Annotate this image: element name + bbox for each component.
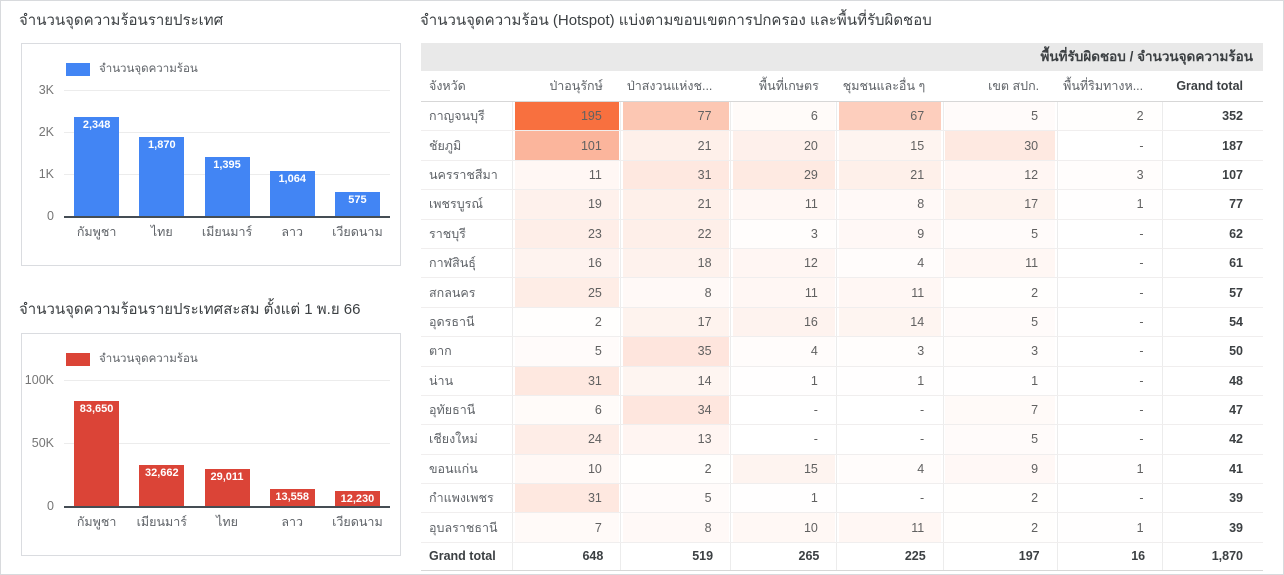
value-cell[interactable]: - (1057, 219, 1162, 248)
bar-value-label: 29,011 (210, 471, 244, 484)
chart2-y-axis (22, 373, 56, 513)
bar-slot (129, 465, 194, 506)
value-cell[interactable]: 2 (943, 513, 1057, 542)
bars-group (64, 90, 390, 216)
value-cell[interactable]: 11 (513, 160, 621, 189)
value-cell[interactable]: - (731, 395, 837, 424)
row-total-cell[interactable]: 42 (1163, 425, 1263, 454)
value-cell[interactable]: 1 (943, 366, 1057, 395)
legend-swatch-icon (66, 63, 90, 76)
value-cell[interactable]: 2 (621, 454, 731, 483)
bar-slot (260, 489, 325, 506)
value-cell[interactable]: 20 (731, 131, 837, 160)
grand-total-value: 1,870 (1163, 542, 1263, 570)
table-row (421, 248, 1263, 277)
chart2-plot (64, 380, 390, 506)
x-axis-label: เวียดนาม (332, 225, 383, 239)
x-axis-label: ไทย (150, 225, 173, 239)
row-total-cell[interactable]: 352 (1163, 102, 1263, 131)
province-cell[interactable]: นครราชสีมา (421, 160, 513, 189)
value-cell[interactable]: 1 (1057, 190, 1162, 219)
grand-total-row (421, 542, 1263, 570)
x-axis-label: เวียดนาม (332, 515, 383, 529)
x-axis-label: กัมพูชา (76, 515, 117, 529)
row-total-cell[interactable]: 77 (1163, 190, 1263, 219)
y-axis-label: 2K (38, 125, 54, 139)
bar-value-label: 32,662 (144, 466, 179, 479)
province-cell[interactable]: กาฬสินธุ์ (421, 248, 513, 277)
value-cell[interactable]: 2 (943, 278, 1057, 307)
value-cell[interactable]: 3 (1057, 160, 1162, 189)
value-cell[interactable]: 4 (837, 248, 943, 277)
value-cell[interactable]: - (1057, 395, 1162, 424)
chart2-title: จำนวนจุดความร้อนรายประเทศสะสม ตั้งแต่ 1 พ.ย 66 (19, 301, 361, 318)
province-cell[interactable]: ขอนแก่น (421, 454, 513, 483)
value-cell[interactable]: 22 (621, 219, 731, 248)
bar-value-label: 13,558 (275, 490, 310, 503)
value-cell[interactable]: 18 (621, 248, 731, 277)
bar[interactable] (205, 157, 250, 216)
province-cell[interactable]: อุทัยธานี (421, 395, 513, 424)
value-cell[interactable]: 12 (943, 160, 1057, 189)
value-cell[interactable]: 195 (513, 102, 621, 131)
value-cell[interactable]: 21 (621, 190, 731, 219)
province-cell[interactable]: น่าน (421, 366, 513, 395)
table-row (421, 102, 1263, 131)
value-cell[interactable]: 35 (621, 337, 731, 366)
value-cell[interactable]: - (837, 484, 943, 513)
column-header[interactable]: พื้นที่ริมทางห... (1057, 71, 1162, 102)
bar-value-label: 1,395 (213, 159, 241, 172)
bar-slot (194, 469, 259, 506)
column-header[interactable]: ป่าอนุรักษ์ (513, 71, 621, 102)
legend-label: จำนวนจุดความร้อน (99, 353, 198, 365)
row-total-cell[interactable]: 54 (1163, 307, 1263, 336)
table-row (421, 160, 1263, 189)
value-cell[interactable]: - (1057, 484, 1162, 513)
table-row (421, 366, 1263, 395)
legend-label: จำนวนจุดความร้อน (99, 63, 198, 75)
province-cell[interactable]: กำแพงเพชร (421, 484, 513, 513)
value-cell[interactable]: 101 (513, 131, 621, 160)
bar-value-label: 1,870 (148, 139, 176, 152)
province-cell[interactable]: อุบลราชธานี (421, 513, 513, 542)
y-axis-label: 0 (47, 499, 54, 513)
chart1-x-axis (64, 222, 390, 242)
bars-group (64, 380, 390, 506)
row-total-cell[interactable]: 61 (1163, 248, 1263, 277)
province-cell[interactable]: อุดรธานี (421, 307, 513, 336)
value-cell[interactable]: 3 (731, 219, 837, 248)
table-row (421, 337, 1263, 366)
y-axis-label: 50K (31, 436, 54, 450)
value-cell[interactable]: - (837, 425, 943, 454)
row-total-cell[interactable]: 39 (1163, 513, 1263, 542)
bar[interactable] (270, 489, 315, 506)
table-title: จำนวนจุดความร้อน (Hotspot) แบ่งตามขอบเขตการปกครอง และพื้นที่รับผิดชอบ (420, 12, 932, 29)
value-cell[interactable]: 2 (513, 307, 621, 336)
chart1-title: จำนวนจุดความร้อนรายประเทศ (19, 12, 224, 29)
value-cell[interactable]: 1 (1057, 513, 1162, 542)
y-axis-label: 100K (24, 373, 54, 387)
bar-value-label: 575 (348, 193, 367, 206)
bar[interactable] (139, 137, 184, 216)
value-cell[interactable]: 8 (837, 190, 943, 219)
column-total-cell: 519 (621, 542, 731, 570)
x-axis-label: กัมพูชา (76, 225, 117, 239)
hotspot-table-card (421, 43, 1263, 571)
value-cell[interactable]: 23 (513, 219, 621, 248)
row-total-cell[interactable]: 57 (1163, 278, 1263, 307)
x-axis-label: ลาว (281, 515, 304, 529)
value-cell[interactable]: 11 (731, 278, 837, 307)
column-header[interactable]: จังหวัด (421, 71, 513, 102)
value-cell[interactable]: 12 (731, 248, 837, 277)
bar-slot (64, 117, 129, 216)
bar-value-label: 2,348 (82, 119, 111, 132)
bar-slot (260, 171, 325, 216)
province-cell[interactable]: ราชบุรี (421, 219, 513, 248)
value-cell[interactable]: - (1057, 131, 1162, 160)
row-total-cell[interactable]: 47 (1163, 395, 1263, 424)
value-cell[interactable]: 11 (731, 190, 837, 219)
table-row (421, 513, 1263, 542)
table-row (421, 484, 1263, 513)
table-row (421, 307, 1263, 336)
value-cell[interactable]: 17 (621, 307, 731, 336)
x-axis-baseline (64, 216, 390, 218)
value-cell[interactable]: 15 (837, 131, 943, 160)
value-cell[interactable]: 19 (513, 190, 621, 219)
province-cell[interactable]: ชัยภูมิ (421, 131, 513, 160)
x-axis-label: ไทย (216, 515, 238, 529)
province-cell[interactable]: เชียงใหม่ (421, 425, 513, 454)
chart1-plot (64, 90, 390, 216)
value-cell[interactable]: 17 (943, 190, 1057, 219)
value-cell[interactable]: 2 (943, 484, 1057, 513)
table-corner-label: พื้นที่รับผิดชอบ / จำนวนจุดความร้อน (421, 43, 1263, 71)
table-row (421, 454, 1263, 483)
value-cell[interactable]: 24 (513, 425, 621, 454)
row-total-cell[interactable]: 39 (1163, 484, 1263, 513)
value-cell[interactable]: 21 (837, 160, 943, 189)
column-total-cell: 197 (943, 542, 1057, 570)
value-cell[interactable]: 14 (837, 307, 943, 336)
value-cell[interactable]: 5 (621, 484, 731, 513)
value-cell[interactable]: 8 (621, 513, 731, 542)
value-cell[interactable]: 14 (621, 366, 731, 395)
table-row (421, 278, 1263, 307)
y-axis-label: 0 (47, 209, 54, 223)
column-total-cell: 265 (731, 542, 837, 570)
value-cell[interactable]: 31 (513, 484, 621, 513)
value-cell[interactable]: 6 (731, 102, 837, 131)
value-cell[interactable]: 10 (731, 513, 837, 542)
bar-value-label: 12,230 (340, 492, 375, 505)
value-cell[interactable]: - (1057, 278, 1162, 307)
value-cell[interactable]: 8 (621, 278, 731, 307)
table-row (421, 395, 1263, 424)
value-cell[interactable]: 9 (943, 454, 1057, 483)
y-axis-label: 1K (38, 167, 54, 181)
value-cell[interactable]: 11 (943, 248, 1057, 277)
row-total-cell[interactable]: 48 (1163, 366, 1263, 395)
y-axis-label: 3K (38, 83, 54, 97)
value-cell[interactable]: - (1057, 337, 1162, 366)
bar-slot (64, 401, 129, 506)
value-cell[interactable]: 9 (837, 219, 943, 248)
column-header[interactable]: พื้นที่เกษตร (731, 71, 837, 102)
row-total-cell[interactable]: 50 (1163, 337, 1263, 366)
bar-value-label: 83,650 (79, 402, 114, 415)
value-cell[interactable]: 3 (943, 337, 1057, 366)
chart2-x-axis (64, 512, 390, 532)
value-cell[interactable]: - (731, 425, 837, 454)
column-header[interactable]: ป่าสงวนแห่งช... (621, 71, 731, 102)
value-cell[interactable]: 11 (837, 513, 943, 542)
value-cell[interactable]: 77 (621, 102, 731, 131)
x-axis-label: เมียนมาร์ (201, 225, 253, 239)
value-cell[interactable]: - (1057, 366, 1162, 395)
value-cell[interactable]: - (1057, 425, 1162, 454)
chart1-y-axis (22, 83, 56, 223)
chart2-legend (66, 350, 198, 368)
value-cell[interactable]: 2 (1057, 102, 1162, 131)
column-header[interactable]: ชุมชนและอื่น ๆ (837, 71, 943, 102)
bar-slot (325, 192, 390, 216)
value-cell[interactable]: 4 (837, 454, 943, 483)
bar-value-label: 1,064 (278, 173, 306, 186)
province-cell[interactable]: กาญจนบุรี (421, 102, 513, 131)
value-cell[interactable]: 34 (621, 395, 731, 424)
value-cell[interactable]: 5 (943, 219, 1057, 248)
bar-slot (129, 137, 194, 216)
value-cell[interactable]: 1 (837, 366, 943, 395)
x-axis-label: ลาว (281, 225, 304, 239)
value-cell[interactable]: 5 (943, 102, 1057, 131)
value-cell[interactable]: 7 (513, 513, 621, 542)
table-header-row (421, 71, 1263, 102)
value-cell[interactable]: 15 (731, 454, 837, 483)
value-cell[interactable]: 13 (621, 425, 731, 454)
value-cell[interactable]: 16 (731, 307, 837, 336)
value-cell[interactable]: 11 (837, 278, 943, 307)
province-cell[interactable]: สกลนคร (421, 278, 513, 307)
table-row (421, 131, 1263, 160)
province-cell[interactable]: ตาก (421, 337, 513, 366)
bar[interactable] (270, 171, 315, 216)
bar[interactable] (74, 117, 119, 216)
value-cell[interactable]: 29 (731, 160, 837, 189)
value-cell[interactable]: 16 (513, 248, 621, 277)
chart1-card (21, 43, 401, 266)
bar-slot (325, 491, 390, 506)
bar[interactable] (139, 465, 184, 506)
hotspot-table (421, 71, 1263, 571)
x-axis-label: เมียนมาร์ (136, 515, 187, 529)
value-cell[interactable]: - (1057, 307, 1162, 336)
value-cell[interactable]: 5 (943, 425, 1057, 454)
value-cell[interactable]: 67 (837, 102, 943, 131)
value-cell[interactable]: 6 (513, 395, 621, 424)
column-total-cell: 648 (513, 542, 621, 570)
bar[interactable] (335, 491, 380, 506)
column-header[interactable]: เขต สปก. (943, 71, 1057, 102)
value-cell[interactable]: 1 (1057, 454, 1162, 483)
table-row (421, 425, 1263, 454)
table-row (421, 219, 1263, 248)
bar[interactable] (74, 401, 119, 506)
value-cell[interactable]: 25 (513, 278, 621, 307)
bar[interactable] (205, 469, 250, 506)
value-cell[interactable]: 1 (731, 366, 837, 395)
column-total-cell: 16 (1057, 542, 1162, 570)
legend-swatch-icon (66, 353, 90, 366)
value-cell[interactable]: 5 (943, 307, 1057, 336)
chart1-legend (66, 60, 198, 78)
column-header[interactable]: Grand total (1163, 71, 1263, 102)
value-cell[interactable]: 30 (943, 131, 1057, 160)
value-cell[interactable]: 5 (513, 337, 621, 366)
value-cell[interactable]: 4 (731, 337, 837, 366)
value-cell[interactable]: 1 (731, 484, 837, 513)
table-row (421, 190, 1263, 219)
column-total-cell: 225 (837, 542, 943, 570)
value-cell[interactable]: 31 (621, 160, 731, 189)
grand-total-label: Grand total (421, 542, 513, 570)
value-cell[interactable]: 7 (943, 395, 1057, 424)
value-cell[interactable]: - (1057, 248, 1162, 277)
x-axis-baseline (64, 506, 390, 508)
chart2-card (21, 333, 401, 556)
value-cell[interactable]: 10 (513, 454, 621, 483)
row-total-cell[interactable]: 41 (1163, 454, 1263, 483)
province-cell[interactable]: เพชรบูรณ์ (421, 190, 513, 219)
value-cell[interactable]: - (837, 395, 943, 424)
row-total-cell[interactable]: 187 (1163, 131, 1263, 160)
value-cell[interactable]: 21 (621, 131, 731, 160)
row-total-cell[interactable]: 107 (1163, 160, 1263, 189)
row-total-cell[interactable]: 62 (1163, 219, 1263, 248)
value-cell[interactable]: 3 (837, 337, 943, 366)
bar-slot (194, 157, 259, 216)
value-cell[interactable]: 31 (513, 366, 621, 395)
bar[interactable] (335, 192, 380, 216)
